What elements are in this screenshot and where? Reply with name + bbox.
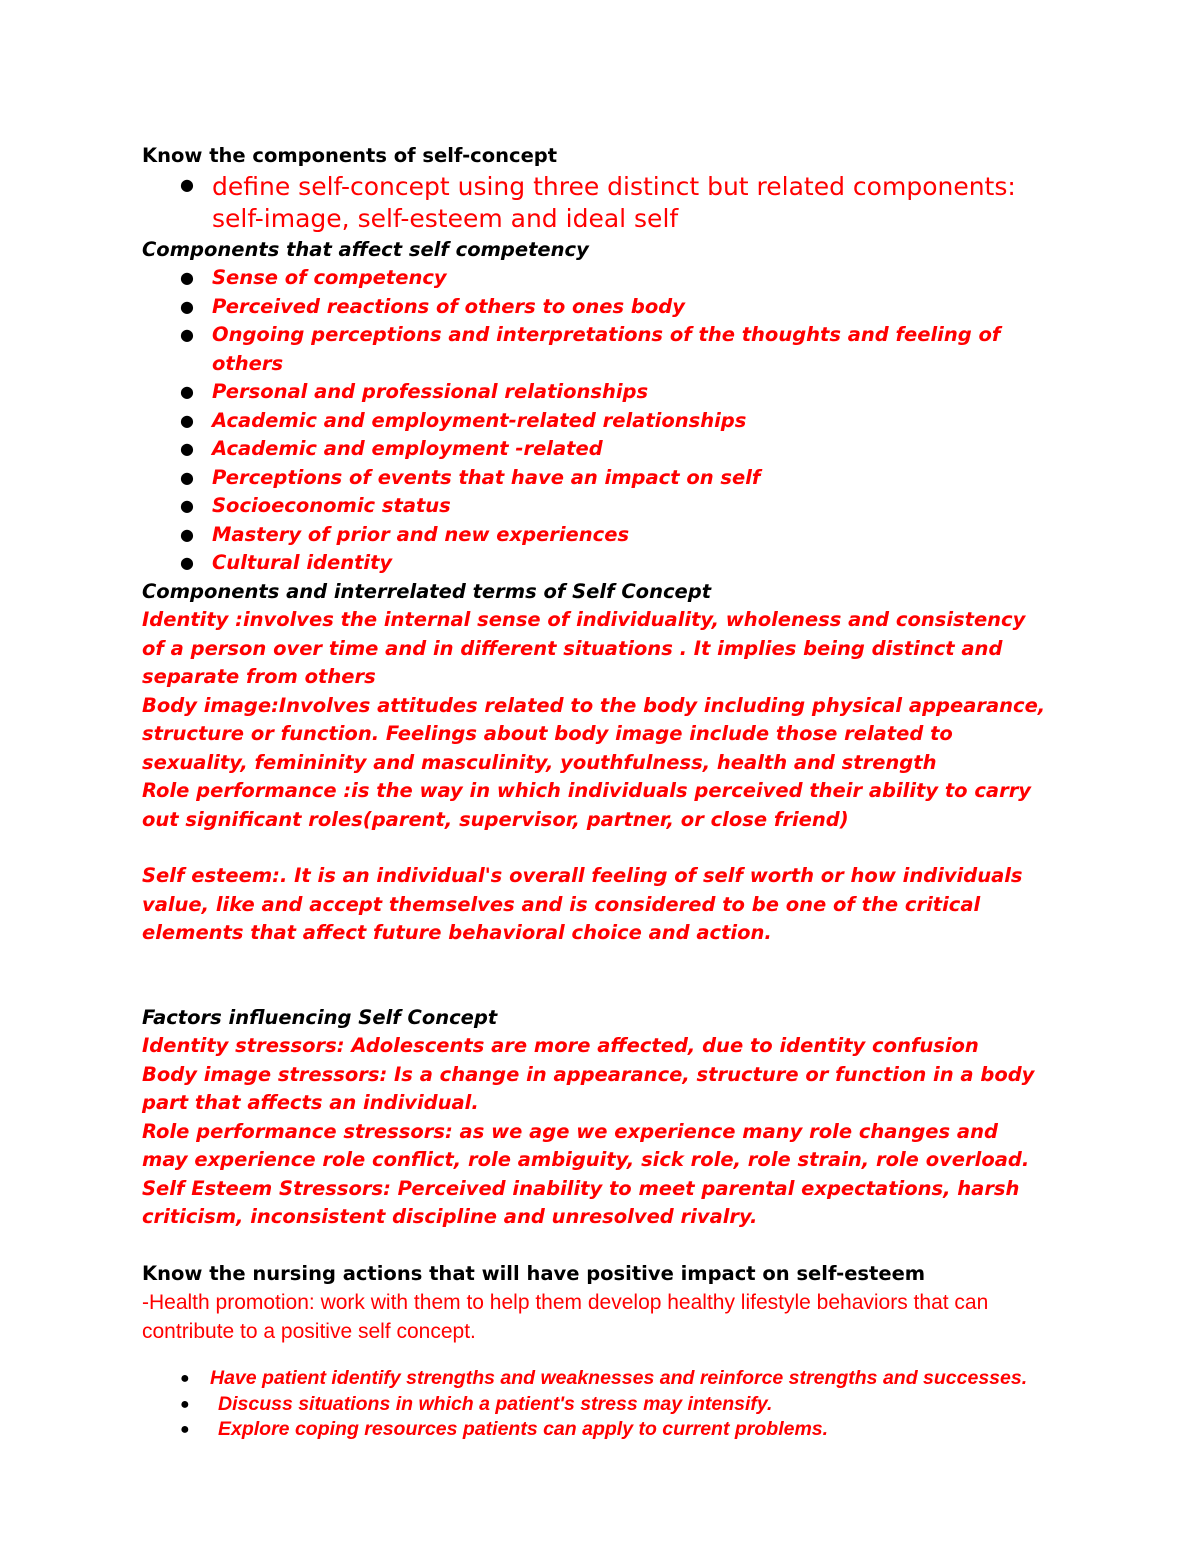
list-item (142, 1392, 1047, 1418)
paragraph-role-performance: Role performance :is the way in which individuals perceived their ability to carry out significant roles(parent, supervisor, partner, or close friend) (142, 779, 1032, 831)
bullet-dot-icon: ● (180, 325, 194, 344)
section-heading-components: Know the components of self-concept (142, 144, 558, 167)
bullet-dot-icon: ● (180, 439, 194, 458)
list-item (142, 321, 1047, 378)
list-item-text: Personal and professional relationships (212, 380, 649, 403)
bullet-dot-icon: ● (180, 467, 194, 487)
bullet-dot-icon: ● (180, 174, 194, 194)
spacer (142, 1346, 1047, 1366)
list-item-text: Have patient identify strengths and weaknesses and reinforce strengths and successes. (210, 1367, 1028, 1389)
bullet-list-components (142, 171, 1047, 236)
bullet-dot-icon: ● (180, 382, 194, 401)
list-item-text: define self-concept using three distinct but related components: self-image, self-esteem and ideal self (212, 171, 1016, 233)
paragraph-identity-stressors: Identity stressors: Adolescents are more affected, due to identity confusion (142, 1034, 979, 1057)
list-item (142, 171, 1047, 236)
spacer (142, 948, 1047, 1004)
list-item (142, 407, 1047, 436)
paragraph-body-image-stressors: Body image stressors: Is a change in appearance, structure or function in a body part that affects an individual. (142, 1062, 1035, 1114)
paragraph-health-promotion: -Health promotion: work with them to help them develop healthy lifestyle behaviors that can contribute to a positive self concept. (142, 1291, 989, 1343)
section-heading-nursing-actions: Know the nursing actions that will have positive impact on self-esteem (142, 1261, 926, 1285)
bullet-list-self-competency (142, 264, 1047, 578)
spacer (142, 1232, 1047, 1260)
list-item-text: Perceived reactions of others to ones body (212, 294, 685, 318)
document-content (142, 142, 1047, 1443)
list-item-text: Ongoing perceptions and interpretations of the thoughts and feeling of others (212, 323, 1001, 375)
list-item (142, 521, 1047, 550)
list-item-text: Perceptions of events that have an impact on self (212, 465, 761, 489)
list-item (142, 464, 1047, 493)
list-item-text: Sense of competency (212, 266, 447, 289)
list-item-text: Academic and employment -related (212, 437, 603, 460)
list-item (142, 492, 1047, 521)
section-heading-interrelated-terms: Components and interrelated terms of Self Concept (142, 579, 712, 603)
paragraph-identity: Identity :involves the internal sense of individuality, wholeness and consistency of a person over time and in different situations . It implies being distinct and separate from others (142, 608, 1026, 688)
bullet-dot-icon: ● (180, 296, 194, 316)
list-item-text: Cultural identity (212, 551, 393, 574)
list-item-text: Discuss situations in which a patient's stress may intensify. (218, 1392, 773, 1415)
paragraph-self-esteem: Self esteem:. It is an individual's overall feeling of self worth or how individuals value, like and accept themselves and is considered to be one of the critical elements that affect future behavioral choice and action. (142, 864, 1023, 944)
section-heading-factors: Factors influencing Self Concept (142, 1005, 498, 1029)
bullet-dot-icon: ● (180, 553, 194, 572)
bullet-dot-icon: ● (180, 1395, 190, 1413)
paragraph-role-performance-stressors: Role performance stressors: as we age we experience many role changes and may experience role conflict, role ambiguity, sick role, role strain, role overload. (142, 1119, 1030, 1171)
list-item (142, 435, 1047, 464)
bullet-list-nursing-actions (142, 1366, 1047, 1443)
section-heading-self-competency: Components that affect self competency (142, 237, 589, 261)
list-item-text: Mastery of prior and new experiences (212, 522, 630, 546)
list-item (142, 1417, 1047, 1443)
list-item-text: Explore coping resources patients can apply to current problems. (218, 1418, 829, 1440)
list-item (142, 1366, 1047, 1392)
bullet-dot-icon: ● (180, 496, 194, 515)
list-item-text: Socioeconomic status (212, 494, 451, 517)
bullet-dot-icon: ● (180, 1370, 190, 1387)
spacer (142, 834, 1047, 862)
paragraph-body-image: Body image:Involves attitudes related to the body including physical appearance, structure or function. Feelings about body image include those related to sexuality, femininity and masculinity, youthfulness, health and strength (142, 693, 1046, 774)
paragraph-self-esteem-stressors: Self Esteem Stressors: Perceived inability to meet parental expectations, harsh criticism, inconsistent discipline and unresolved rivalry. (142, 1176, 1020, 1228)
list-item (142, 378, 1047, 407)
list-item-text: Academic and employment-related relationships (212, 408, 747, 432)
list-item (142, 264, 1047, 293)
bullet-dot-icon: ● (180, 410, 194, 430)
list-item (142, 293, 1047, 322)
bullet-dot-icon: ● (180, 268, 194, 287)
bullet-dot-icon: ● (180, 1421, 190, 1438)
bullet-dot-icon: ● (180, 524, 194, 544)
list-item (142, 549, 1047, 578)
